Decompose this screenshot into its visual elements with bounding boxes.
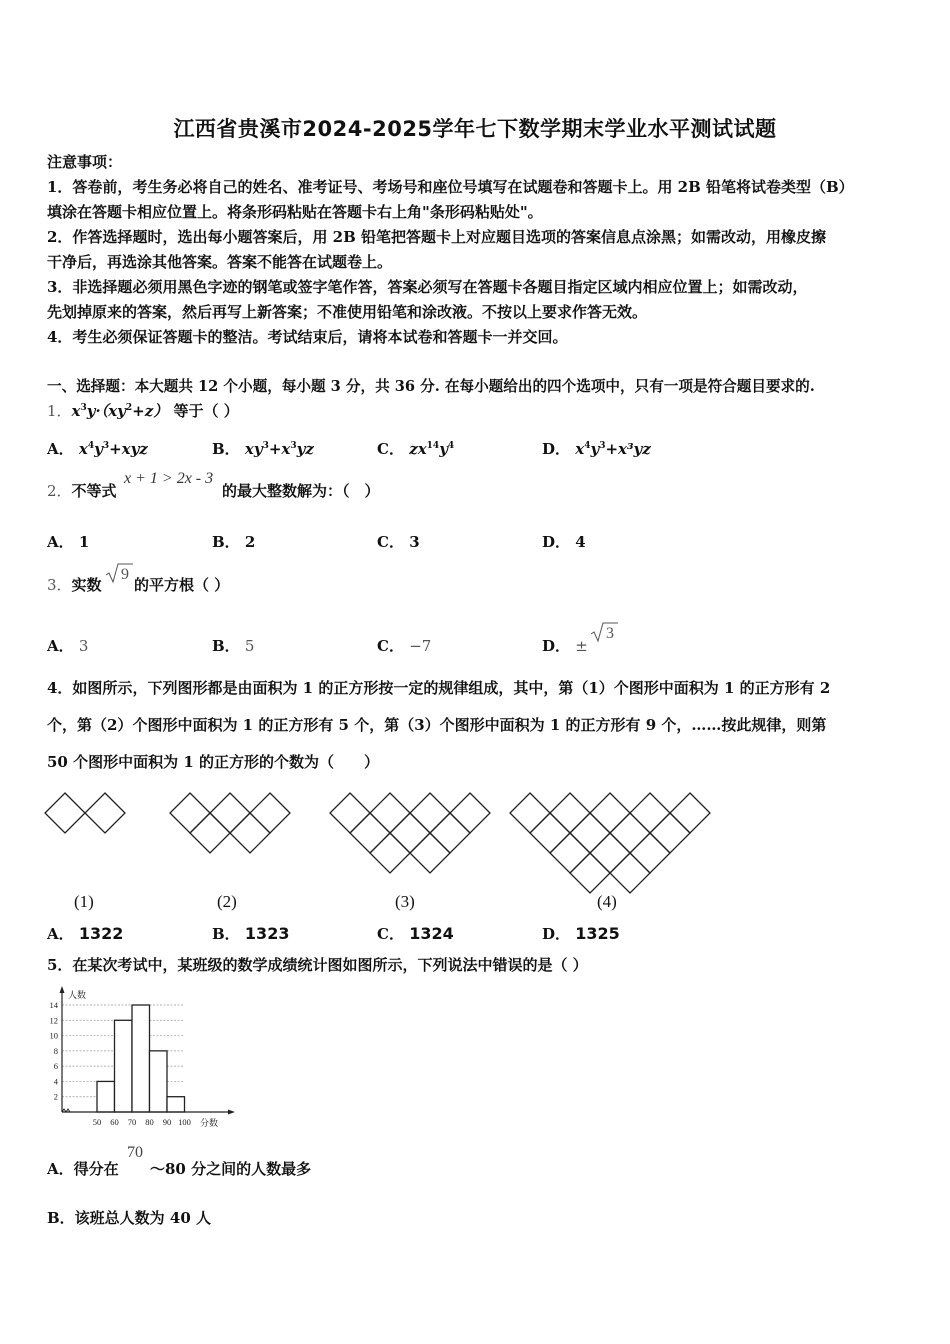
x-tick-label: 80 — [145, 1117, 154, 1127]
x-tick-label: 50 — [92, 1117, 102, 1127]
question-4-line: 50 个图形中面积为 1 的正方形的个数为（ ） — [47, 753, 379, 771]
q4-option-a[interactable]: A． 1322 — [47, 924, 124, 943]
svg-text:9: 9 — [121, 566, 129, 583]
x-tick-labels — [93, 1117, 191, 1127]
notice-line: 先划掉原来的答案，然后再写上新答案；不准使用铅笔和涂改液。不按以上要求作答无效。 — [47, 303, 648, 321]
sqrt-9-symbol — [104, 561, 134, 585]
notice-line: 1．答卷前，考生务必将自己的姓名、准考证号、考场号和座位号填写在试题卷和答题卡上。用 2B 铅笔将试卷类型（B） — [47, 178, 854, 196]
q3-option-d[interactable]: D． ± — [542, 637, 588, 655]
q5-option-a[interactable]: A．得分在 — [47, 1160, 119, 1178]
x-tick-label: 70 — [127, 1117, 137, 1127]
question-5-stem: 5．在某次考试中，某班级的数学成绩统计图如图所示，下列说法中错误的是（ ） — [47, 956, 588, 974]
y-tick-label: 10 — [49, 1030, 58, 1041]
x-axis-arrow — [228, 1110, 235, 1115]
q1-option-a[interactable]: A． $x^4y^3+xyz$ — [47, 440, 148, 458]
question-2-tail: 的最大整数解为：（ ） — [222, 482, 380, 500]
q3-option-c[interactable]: C． −7 — [377, 637, 432, 655]
q1-option-b[interactable]: B． $xy^3+x^3yz$ — [212, 440, 314, 458]
q3-option-b[interactable]: B． 5 — [212, 637, 255, 655]
x-tick-label: 90 — [162, 1117, 172, 1127]
question-3-stem: 3．实数 — [47, 576, 102, 594]
y-tick-label: 4 — [53, 1076, 58, 1087]
notice-line: 干净后，再选涂其他答案。答案不能答在试题卷上。 — [47, 253, 393, 271]
notice-line: 3．非选择题必须用黑色字迹的钢笔或签字笔作答，答案必须写在答题卡各题目指定区域内相应位置上；如需改动， — [47, 278, 808, 296]
histogram-bar — [97, 1081, 115, 1112]
q2-option-d[interactable]: D． 4 — [542, 533, 586, 551]
q1-option-d[interactable]: D． $x^4y^3+x^3yz$ — [542, 440, 651, 458]
y-tick-label: 8 — [53, 1045, 58, 1056]
q1-option-c[interactable]: C． $zx^{14}y^4$ — [377, 440, 455, 458]
score-histogram — [40, 983, 240, 1133]
y-tick-label: 2 — [53, 1091, 58, 1102]
histogram-bars — [97, 1005, 185, 1112]
figure-label-1: (1) — [74, 892, 94, 911]
figure-1 — [45, 793, 125, 833]
figure-label-2: (2) — [217, 892, 237, 911]
q5-option-a-tail: ～80 分之间的人数最多 — [150, 1160, 312, 1178]
notice-line: 4．考生必须保证答题卡的整洁。考试结束后，请将本试卷和答题卡一并交回。 — [47, 328, 568, 346]
notice-line: 2．作答选择题时，选出每小题答案后，用 2B 铅笔把答题卡上对应题目选项的答案信息点涂黑；如需改动，用橡皮擦 — [47, 228, 827, 246]
q4-option-d[interactable]: D． 1325 — [542, 924, 620, 943]
y-tick-label: 12 — [49, 1015, 58, 1026]
square-pattern-figures — [40, 782, 720, 914]
q2-option-a[interactable]: A． 1 — [47, 533, 90, 551]
x-axis-label: 分数 — [200, 1118, 219, 1128]
q2-formula: x + 1 > 2x - 3 — [124, 470, 214, 487]
question-3-tail: 的平方根（ ） — [134, 576, 230, 594]
figure-3 — [330, 793, 490, 873]
y-tick-label: 14 — [49, 1000, 58, 1010]
figure-label-3: (3) — [395, 892, 415, 911]
question-4-line: 个，第（2）个图形中面积为 1 的正方形有 5 个，第（3）个图形中面积为 1 的正方形有 9 个，……按此规律，则第 — [47, 716, 827, 734]
histogram-bar — [115, 1020, 133, 1112]
notice-heading: 注意事项： — [47, 153, 123, 171]
svg-text:3: 3 — [606, 625, 614, 642]
sqrt-3-symbol — [589, 620, 619, 644]
q5-option-b[interactable]: B．该班总人数为 40 人 — [47, 1209, 211, 1227]
y-axis-label: 人数 — [68, 990, 87, 1000]
question-2-stem: 2．不等式 — [47, 482, 117, 500]
q2-option-c[interactable]: C． 3 — [377, 533, 420, 551]
figure-2 — [170, 793, 290, 853]
question-4-line: 4．如图所示，下列图形都是由面积为 1 的正方形按一定的规律组成，其中，第（1）个图形中面积为 1 的正方形有 2 — [47, 679, 831, 697]
q2-option-b[interactable]: B． 2 — [212, 533, 256, 551]
y-axis-arrow — [60, 986, 65, 993]
q5-option-a-number: 70 — [127, 1144, 143, 1161]
q3-option-a[interactable]: A． 3 — [47, 637, 89, 655]
histogram-bar — [167, 1097, 185, 1112]
question-1-stem: 1．$x^3y\cdot(xy^2+z)$ 等于（ ） — [47, 402, 239, 420]
histogram-bar — [150, 1051, 168, 1112]
q4-option-b[interactable]: B． 1323 — [212, 924, 290, 943]
q4-option-c[interactable]: C． 1324 — [377, 924, 454, 943]
y-tick-label: 6 — [53, 1061, 58, 1072]
histogram-bar — [132, 1005, 150, 1112]
figure-4 — [510, 793, 710, 893]
x-tick-label: 100 — [178, 1117, 191, 1127]
y-tick-labels — [50, 1000, 59, 1102]
page-title: 江西省贵溪市2024-2025学年七下数学期末学业水平测试试题 — [173, 117, 777, 141]
x-tick-label: 60 — [110, 1117, 119, 1127]
notice-line: 填涂在答题卡相应位置上。将条形码粘贴在答题卡右上角"条形码粘贴处"。 — [47, 203, 543, 221]
section-heading: 一、选择题：本大题共 12 个小题，每小题 3 分，共 36 分. 在每小题给出的四个选项中，只有一项是符合题目要求的. — [47, 378, 815, 395]
figure-label-4: (4) — [597, 892, 617, 911]
